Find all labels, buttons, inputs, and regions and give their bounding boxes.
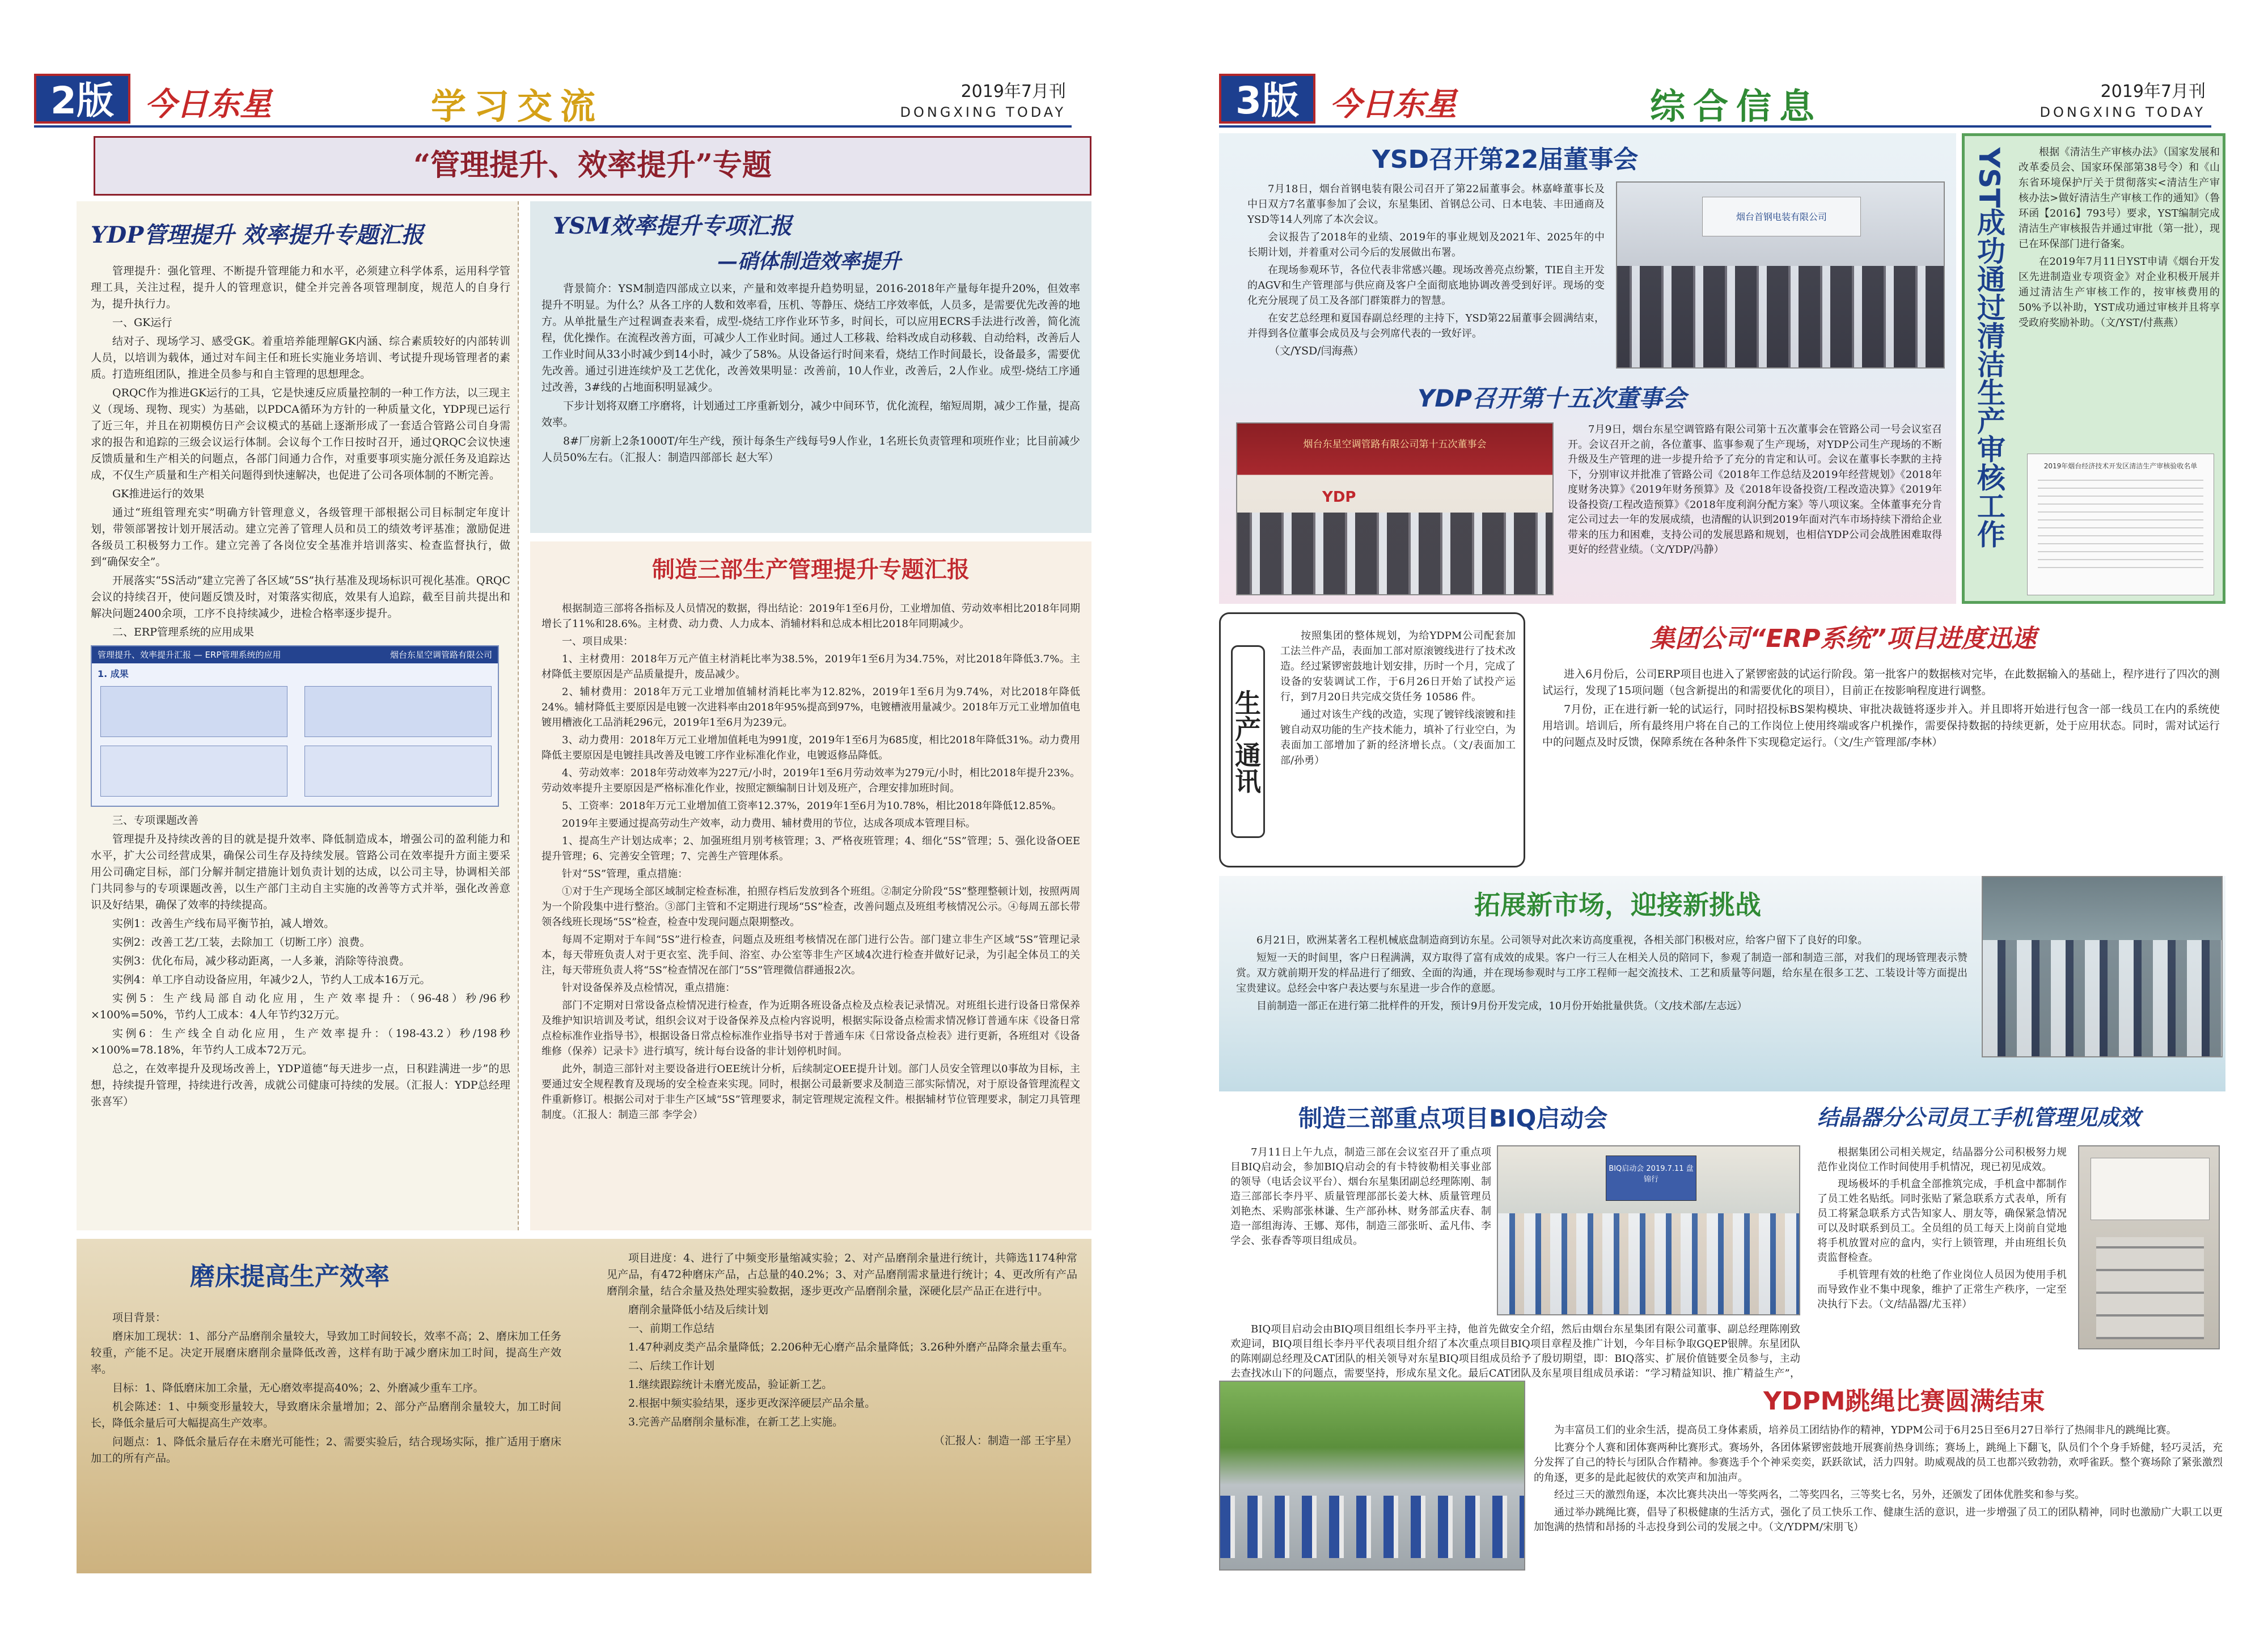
people-silhouettes xyxy=(1617,266,1944,367)
market-article-body xyxy=(1236,933,1967,1016)
paragraph: 会议报告了2018年的业绩、2019年的事业规划及2021年、2025年的中长期计划，并着重对公司今后的发展做出布署。 xyxy=(1247,231,1605,259)
paragraph: 8#厂房新上2条1000T/年生产线，预计每条生产线每号9人作业，1名班长负责管理和项班作业；比目前减少人员50%左右。（汇报人：制造四部部长 赵大军） xyxy=(541,435,1080,464)
paragraph: 实例4：单工序自动设备应用，年减少2人，节约人工成本16万元。 xyxy=(112,974,431,986)
page-3 xyxy=(1157,0,2223,1638)
people-silhouettes xyxy=(1237,513,1552,594)
ysd-article xyxy=(1230,136,1950,374)
paragraph: 1.继续跟踪统计未磨光废品，验证新工艺。 xyxy=(628,1378,833,1391)
paragraph: 每周不定期对于车间“5S”进行检查，问题点及班组考核情况在部门进行公告。部门建立非生产区域“5S”管理记录本，每天带班负责人对于更衣室、洗手间、浴室、办公室等非生产区域4次进行检查并做好记录，为引起全体员工的关注，每天带班负责人将“5S”检查情况在部门“5S”管理微信群通报2次。 xyxy=(541,934,1080,976)
paragraph: 手机管理有效的杜绝了作业岗位人员因为使用手机而导致作业不集中现象，维护了正常生产秩序，一定至决执行下去。（文/结晶器/尤玉祥） xyxy=(1817,1269,2067,1310)
paragraph: 2.根据中频实验结果，逐步更改深淬硬层产品余量。 xyxy=(628,1397,876,1410)
production-bulletin xyxy=(1219,612,1525,867)
paragraph: 总之，在效率提升及现场改善上，YDP道德“每天进步一点，日积跬满进一步”的思想，持续提升管理，持续进行改善，成就公司健康可持续的发展。（汇报人：YDP总经理 张喜军） xyxy=(91,1063,510,1108)
paragraph: 背景简介：YSM制造四部成立以来，产量和效率提升趋势明显，2016-2018年产量每年提升20%，但效率提升不明显。为什么？从各工序的人数和效率看，压机、等静压、烧结工序效率低，人员多，是需要优先改善的地方。从单批量生产过程调查表来看，成型-烧结工序作业环节多，时间长，可以应用ECRS手法进行改善，简化流程，优化操作。在流程改善方面，可减少人工作业时间。通过人工移栽、给料改成自动移载、自动给料，改善后人工作业时间从33小时减少到14小时，减少了58%。从设备运行时间来看，烧结工作时间最长，设备最多，需要优先改善。通过引进连续炉及工艺优化，改善效果明显：改善前，10人作业，改善后，2人作业。成型-烧结工序通过改善，3#线的占地面积明显减少。 xyxy=(541,282,1081,393)
paragraph: 二、后续工作计划 xyxy=(628,1360,715,1372)
paragraph: 1、主材费用：2018年万元产值主材消耗比率为38.5%，2019年1至6月为34.75%，对比2018年降低3.7%。主材降低主要原因是产品质量提升，废品减少。 xyxy=(541,653,1080,680)
paragraph: 根据集团公司相关规定，结晶器分公司积极努力规范作业岗位工作时间使用手机情况，现已初见成效。 xyxy=(1817,1146,2067,1173)
paragraph: 1、提高生产计划达成率；2、加强班组月别考核管理；3、严格夜班管理；4、细化“5S”管理；5、强化设备OEE提升管理；6、完善安全管理；7、完善生产管理体系。 xyxy=(541,835,1080,862)
paragraph: 在安艺总经理和夏国春副总经理的主持下，YSD第22届董事会圆满结束，并得到各位董事会成员及与会列席代表的一致好评。 xyxy=(1247,312,1605,340)
ysd-article-body xyxy=(1247,181,1605,361)
market-article xyxy=(1219,876,2225,1091)
issue-english-title: DONGXING TODAY xyxy=(2039,104,2206,120)
crystal-article-body xyxy=(1817,1145,2067,1314)
paragraph: 此外，制造三部针对主要设备进行OEE统计分析，后续制定OEE提升计划。部门人员安全管理以0事故为目标，主要通过安全规程教育及现场的安全检查来实现。同时，根据公司最新要求及制造三部实际情况，对于原设备管理流程文件重新修订。根据公司对于非生产区域“5S”管理要求，制定管理规定流程文件。根据辅材节位管理要求，制定刀具管理制度。（汇报人：制造三部 李学会） xyxy=(541,1063,1080,1121)
biq-article-body-1 xyxy=(1230,1145,1491,1251)
paragraph: 实例2：改善工艺/工装，去除加工（切断工序）浪费。 xyxy=(112,936,371,949)
ydpm-article-title: YDPM跳绳比赛圆满结束 xyxy=(1763,1387,2045,1416)
ysm-report xyxy=(530,201,1091,533)
paragraph: 下步计划将双磨工序磨将，计划通过工序重新划分，减少中间环节，优化流程，缩短周期，减少工作量，提高效率。 xyxy=(541,400,1081,429)
paragraph: 针对“5S”管理，重点措施： xyxy=(562,868,688,880)
paragraph: ①对于生产现场全部区域制定检查标准，拍照存档后发放到各个班组。②制定分阶段“5S”整理整顿计划，按照两周为一个阶段集中进行整治。③部门主管和不定期进行现场“5S”检查，改善问题点及班组考核情况公示。④每周五部长带领各线班长现场“5S”检查，检查中发现问题点限期整改。 xyxy=(541,886,1080,928)
ydp-report-title: YDP管理提升 效率提升专题汇报 xyxy=(91,222,424,248)
biq-group-photo xyxy=(1497,1145,1800,1315)
paragraph: 实例1：改善生产线布局平衡节拍，减人增效。 xyxy=(112,917,335,930)
erp-slide-diagram xyxy=(100,686,492,799)
ydp-report xyxy=(91,215,510,1230)
mfg3-report xyxy=(530,541,1091,1230)
paragraph: 3、动力费用：2018年万元工业增加值耗电为991度，2019年1至6月为685度，相比2018年降低31%。动力费用降低主要原因是电镀挂具改善及电镀工序作业标准化作业，电镀返修品降低。 xyxy=(541,734,1080,761)
biq-article xyxy=(1219,1100,1809,1379)
yst-article-body xyxy=(2019,145,2220,333)
paragraph: 7月18日，烟台首钢电装有限公司召开了第22届董事会。林嘉峰董事长及中日双方7名董事参加了会议，东星集团、首钢总公司、日本电装、丰田通商及YSD等14人列席了本次会议。 xyxy=(1247,183,1605,226)
erp-slide-caption: 管理提升、效率提升汇报 — ERP管理系统的应用 xyxy=(98,650,281,660)
ydp-board-photo xyxy=(1236,422,1554,595)
paragraph: 4、劳动效率：2018年劳动效率为227元/小时，2019年1至6月劳动效率为279元/小时，相比2018年提升23%。劳动效率提升主要原因是严格标准化作业，按照定额编制日计划及班产，合理安排加班时间。 xyxy=(541,767,1080,794)
paragraph: BIQ项目启动会由BIQ项目组组长李丹平主持，他首先做安全介绍，然后由烟台东星集团有限公司董事、副总经理陈刚致欢迎词，BIQ项目组长李丹平代表项目组介绍了本次重点项目BIQ项目章程及推广计划，今年目标争取GQEP银牌。东星团队的陈刚副总经理及CAT团队的相关领导对东星BIQ项目组成员给予了殷切期望，即：BIQ落实、扩展价值链要全员参与，主动去查找冰山下的问题点，需要坚持，形成东星文化。最后CAT团队及东星项目组成员承诺：“学习精益知识、推广精益生产”， xyxy=(1230,1323,1800,1379)
paragraph: 目标：1、降低磨床加工余量，无心磨效率提高40%；2、外磨减少重车工序。 xyxy=(112,1382,484,1394)
erp-article-body xyxy=(1542,666,2220,753)
paragraph: 为丰富员工们的业余生活，提高员工身体素质，培养员工团结协作的精神，YDPM公司于6月25日至6月27日举行了热闹非凡的跳绳比赛。 xyxy=(1554,1424,2177,1436)
yst-certificate-title: 2019年烟台经济技术开发区清洁生产审核验收名单 xyxy=(2043,462,2198,470)
ysm-report-subtitle: —硝体制造效率提升 xyxy=(717,249,902,273)
ydpm-article-body xyxy=(1534,1423,2223,1538)
page-number-badge: 3版 xyxy=(1219,74,1315,124)
subheading: 二、ERP管理系统的应用成果 xyxy=(112,626,254,638)
paragraph: 项目进度：4、进行了中频变形量缩减实验；2、对产品磨削余量进行统计，共筛选1174种常见产品，有472种磨床产品，占总量的40.2%；3、对产品磨削需求量进行统计；4、更改所有产品磨削余量，结合余量及热处理实验数据，逐步更改产品磨削余量，深硬化层产品正在进行中。 xyxy=(607,1252,1077,1297)
paragraph: 7月11日上午九点，制造三部在会议室召开了重点项目BIQ启动会，参加BIQ启动会的有卡特彼勒相关事业部的领导（电话会议平台）、烟台东星集团副总经理陈刚、制造三部部长李丹平、质量管理部部长姜大林、质量管理员刘艳杰、采购部张林谦、生产部孙林、财务部孟庆春、制造一部组海涛、王娜、郑伟，制造三部张昕、孟凡伟、李学会、张春香等项目组成员。 xyxy=(1230,1146,1491,1247)
section-title: 学习交流 xyxy=(431,86,604,127)
biq-article-title: 制造三部重点项目BIQ启动会 xyxy=(1298,1104,1608,1132)
paragraph: 结对子、现场学习、感受GK。着重培养能理解GK内涵、综合素质较好的内部转训人员，以培训为载体，通过对车间主任和班长实施业务培训、考试提升现场管理者的素质。打造班组团队，推进全员参与和自主管理的思想理念。 xyxy=(91,335,510,380)
ysd-photo-sign: 烟台首钢电装有限公司 xyxy=(1736,211,1827,222)
page-2 xyxy=(0,0,1081,1638)
paragraph: QRQC作为推进GK运行的工具，它是快速反应质量控制的一种工作方法，以三现主义（现场、现物、现实）为基础，以PDCA循环为方针的一种质量文化，YDP现已运行了近三年，并且在初期模仿日产会议模式的基础上逐渐形成了一套适合管路公司自身需求的报告和追踪的三级会议运行体制。会议每个工作日按时召开，通过QRQC会议快速反馈质量和生产相关的问题点，各部门间通力合作，对重要事项实施分派任务及追踪达成，不仅生产质量和生产相关问题得到快速解决，也促进了公司各项体制的不断完善。 xyxy=(91,387,510,481)
paragraph: 开展落实“5S活动”建立完善了各区域“5S”执行基准及现场标识可视化基准。QRQC会议的持续召开，使问题反馈及时，对策落实彻底，效果有人追踪，截至目前共提出和解决问题2400余项，工序不良持续减少，进检合格率逐步提升。 xyxy=(91,574,510,620)
paragraph: 目前制造一部正在进行第二批样件的开发，预计9月份开发完成，10月份开始批量供货。（文/技术部/左志远） xyxy=(1256,1000,1747,1012)
grinder-article xyxy=(77,1239,1091,1573)
paragraph: 磨削余量降低小结及后续计划 xyxy=(628,1303,769,1316)
paragraph: 在2019年7月11日YST申请《烟台开发区先进制造业专项资金》对企业积极开展并通过清洁生产审核工作的，按审核费用的50%予以补助，YST成功通过审核并且将享受政府奖励补助。（文/YST/付燕燕） xyxy=(2019,256,2220,329)
newspaper-logo: 今日东星 xyxy=(145,86,272,123)
paragraph: 3.完善产品磨削余量标准，在新工艺上实施。 xyxy=(628,1416,844,1428)
paragraph: 管理提升及持续改善的目的就是提升效率、降低制造成本，增强公司的盈利能力和水平，扩大公司经营成果，确保公司生存及持续发展。管路公司在效率提升方面主要采用公司确定目标，部门分解并制定措施计划负责计划的达成，以公司主导，协调相关部门共同参与的专项课题改善，以生产部门主动自主实施的改善等方式并举，强化改善意识及好结果，确保了效率的持续提高。 xyxy=(91,833,510,911)
issue-info xyxy=(2040,77,2206,120)
section-title: 综合信息 xyxy=(1650,86,1823,127)
paragraph: 现场极坏的手机盒全部推筑完成，手机盒中都制作了员工姓名贴纸。同时张贴了紧急联系方式表单，所有员工将紧急联系方式告知家人、朋友等，确保紧急情况可以及时联系到员工。全员组的员工每天上岗前自觉地将手机放置对应的盒内，实行上锁管理，并由班组长负责监督检查。 xyxy=(1817,1178,2067,1264)
topic-banner-text: “管理提升、效率提升”专题 xyxy=(413,148,772,183)
masthead xyxy=(1219,74,2211,128)
author-credit: （汇报人：制造一部 王宇星） xyxy=(933,1434,1077,1447)
ydp-report-body-2 xyxy=(91,812,510,1110)
paragraph: 磨床加工现状：1、部分产品磨削余量较大，导致加工时间较长，效率不高；2、磨床加工任务较重，产能不足。决定开展磨床磨削余量降低改善，这样有助于减少磨床加工时间，提高生产效率。 xyxy=(91,1330,561,1375)
mfg3-report-title: 制造三部生产管理提升专题汇报 xyxy=(652,557,970,583)
paragraph: 项目背景： xyxy=(112,1311,167,1324)
paragraph: 实例6：生产线全自动化应用，生产效率提升：（198-43.2）秒/198秒×100%=78.18%，年节约人工成本72万元。 xyxy=(91,1027,510,1056)
paragraph: 进入6月份后，公司ERP项目也进入了紧锣密鼓的试运行阶段。第一批客户的数据核对完毕，在此数据输入的基础上，程序进行了四次的测试运行，发现了15项问题（包含新提出的和需要优化的项目），目前正在按影响程度进行调整。 xyxy=(1542,668,2220,697)
masthead xyxy=(34,74,1072,128)
issue-info xyxy=(900,77,1066,120)
paragraph: 通过“班组管理充实”明确方针管理意义，各级管理干部根据公司目标制定年度计划，带领部署按计划开展活动。建立完善了管理人员和员工的绩效考评基准；激励促进各级员工积极努力工作。建立完善了各岗位安全基准并培训落实、检查监督执行，做到“确保安全”。 xyxy=(91,506,510,568)
erp-article xyxy=(1537,612,2225,867)
yst-vertical-title: YST成功通过清洁生产审核工作 xyxy=(1973,147,2005,548)
paragraph: 一、前期工作总结 xyxy=(628,1322,715,1335)
paragraph: 2、辅材费用：2018年万元工业增加值辅材消耗比率为12.82%，2019年1至6月为9.74%，对比2018年降低24%。辅材降低主要原因是电镀一次进料率由2018年95%提高到97%，电镀槽液用量减少。2018年万元工业增加值电镀用槽液化工品消耗296元，2019年1至6月为239元。 xyxy=(541,686,1080,729)
grinder-article-title: 磨床提高生产效率 xyxy=(190,1262,390,1291)
paragraph: 实例5：生产线局部自动化应用，生产效率提升：（96-48）秒/96秒×100%=50%，节约人工成本：4人年节约32万元。 xyxy=(91,992,510,1021)
ydp-board-article xyxy=(1230,380,1950,601)
mfg3-report-body xyxy=(541,601,1080,1125)
ydp-board-title: YDP召开第十五次董事会 xyxy=(1417,384,1687,412)
paragraph: 根据制造三部将各指标及人员情况的数据，得出结论：2019年1至6月份，工业增加值、劳动效率相比2018年同期增长了11%和28.6%。主材费、动力费、人力成本、消辅材料和总成本相比2018年同期减少。 xyxy=(541,603,1080,630)
erp-slide-figure xyxy=(91,645,499,807)
paragraph: 短短一天的时间里，客户日程满满，双方取得了富有成效的成果。客户一行三人在相关人员的陪同下，参观了制造一部和制造三部，对我们的现场管理表示赞赏。双方就前期开发的样品进行了细致、全面的沟通，并在现场参观时与工序工程师一起交流技术、工艺和质量等问题，给东星在很多工艺、工装设计等方面提出宝贵建议。总经会中客户表达要与东星进一步合作的意愿。 xyxy=(1236,952,1967,994)
paragraph: 7月9日，烟台东星空调管路有限公司第十五次董事会在管路公司一号会议室召开。会议召开之前，各位董事、监事参观了生产现场，对YDP公司生产现场的不断升级及生产管理的进一步提升给予了充分的肯定和认可。会议在董事长李默的主持下，分别审议并批准了管路公司《2018年工作总结及2019年经营规划》《2018年度财务决算》《2019年财务预算》及《2018年设备投资/工程改造决算》《2019年设备投资/工程改造预算》《2018年度利润分配方案》等八项议案。全体董事充分肯定公司过去一年的发展成绩，也清醒的认识到2019年面对汽车市场持续下滑给企业带来的压力和困难，支持公司的发展思路和规划，也相信YDP公司会战胜困难取得更好的经营业绩。（文/YDP/冯静） xyxy=(1568,424,1942,556)
market-article-title: 拓展新市场，迎接新挑战 xyxy=(1474,890,1761,920)
issue-date: 2019年7月刊 xyxy=(2100,82,2206,101)
subheading: GK推进运行的效果 xyxy=(112,488,205,500)
paragraph: 6月21日，欧洲某著名工程机械底盘制造商到访东星。公司领导对此次来访高度重视，各相关部门积极对应，给客户留下了良好的印象。 xyxy=(1256,934,1868,946)
paragraph: 在现场参观环节，各位代表非常感兴趣。现场改善亮点纷繁，TIE自主开发的AGV和生产管理部与供应商及客户全面彻底地协调改善受到好评。现场的变化充分展现了员工及各部门群策群力的智慧。 xyxy=(1247,264,1605,307)
erp-slide-company: 烟台东星空调管路有限公司 xyxy=(390,650,492,660)
paragraph: 实例3：优化布局，减少移动距离，一人多兼，消除等待浪费。 xyxy=(112,955,411,967)
people-silhouettes xyxy=(1983,940,2222,1056)
ysm-report-title: YSM效率提升专项汇报 xyxy=(553,213,792,239)
ysm-report-body xyxy=(541,281,1080,468)
author-credit: （文/YSD/闫海燕） xyxy=(1269,345,1364,357)
grinder-left-column xyxy=(91,1310,561,1469)
crystal-article xyxy=(1817,1100,2225,1372)
paragraph: 根据《清洁生产审核办法》（国家发展和改革委员会、国家环保部第38号令）和《山东省环境保护厅关于贯彻落实<清洁生产审核办法>做好清洁生产审核工作的通知》（鲁环函【2016】793号）要求，YST编制完成清洁生产审核报告并通过审批（第一批），现已在环保部门进行备案。 xyxy=(2019,146,2220,250)
topic-banner xyxy=(94,136,1091,196)
jump-rope-photo xyxy=(1219,1381,1525,1571)
paragraph: 问题点：1、降低余量后存在未磨光可能性；2、需要实验后，结合现场实际，推广适用于磨床加工的所有产品。 xyxy=(91,1436,561,1465)
erp-slide-heading: 1. 成果 xyxy=(98,668,129,679)
ydp-logo: YDP xyxy=(1322,489,1356,506)
ysd-article-title: YSD召开第22届董事会 xyxy=(1372,145,1639,174)
page-number-badge: 2版 xyxy=(34,74,130,124)
paragraph: 部门不定期对日常设备点检情况进行检查，作为近期各班设备点检及点检表记录情况。对班组长进行设备日常保养及维护知识培训及考试，组织会议对于设备保养及点检内容说明，根据实际设备点检需求情况修订普通车床《设备日常点检标准作业指导书》，根据设备日常点检标准作业指导书对于普通车床《日常设备点检表》进行更新，各班组对《设备维修（保养）记录卡》进行填写，统计每台设备的非计划停机时间。 xyxy=(541,1000,1080,1057)
yst-certificate-document xyxy=(2027,454,2214,595)
yst-article xyxy=(1962,133,2225,604)
newspaper-logo: 今日东星 xyxy=(1330,86,1457,123)
paragraph: 5、工资率：2018年万元工业增加值工资率12.37%，2019年1至6月为10.78%，相比2018年降低12.85%。 xyxy=(562,800,1062,812)
paragraph: 针对设备保养及点检情况，重点措施： xyxy=(562,982,735,994)
phone-cabinet-photo xyxy=(2078,1145,2220,1349)
subheading: 一、GK运行 xyxy=(112,316,172,329)
paragraph: 通过举办跳绳比赛，倡导了积极健康的生活方式，强化了员工快乐工作、健康生活的意识，进一步增强了员工的团队精神，同时也激励广大职工以更加饱满的热情和昂扬的斗志投身到公司的发展之中。（文/YDPM/宋朋飞） xyxy=(1534,1506,2223,1533)
grinder-right-column xyxy=(607,1250,1077,1451)
paragraph: 一、项目成果： xyxy=(562,636,633,647)
paragraph: 通过对该生产线的改造，实现了镀锌线滚镀和挂镀自动双功能的生产技术能力，填补了行业空白，为表面加工部增加了新的经济增长点。（文/表面加工部/孙勇） xyxy=(1280,709,1516,767)
paragraph: 7月份，正在进行新一轮的试运行，同时招投标BS架构模块、审批决裁链将逐步并入。并且即将开始进行包含一部一线员工在内的系统使用培训。培训后，所有最终用户将在自己的工作岗位上使用终端或客户机操作，需要保持数据的持续更新，处于应用状态。同时，需对试运行中的问题点及时反馈，保障系统在各种条件下实现稳定运行。（文/生产管理部/李林） xyxy=(1542,703,2220,748)
ydp-board-body xyxy=(1568,422,1942,560)
subheading: 三、专项课题改善 xyxy=(112,814,199,827)
people-silhouettes xyxy=(1498,1213,1799,1314)
paragraph: 机会陈述：1、中频变形量较大，导致磨床余量增加；2、部分产品磨削余量较大，加工时间长，降低余量后可大幅提高生产效率。 xyxy=(91,1400,561,1429)
production-bulletin-label: 生产通讯 xyxy=(1231,645,1265,838)
ydp-board-banner: 烟台东星空调管路有限公司第十五次董事会 xyxy=(1303,439,1487,450)
ydpm-article xyxy=(1219,1381,2225,1573)
paragraph: 管理提升：强化管理、不断提升管理能力和水平，必须建立科学体系，运用科学管理工具，关注过程，提升人的管理意识，健全并完善各项管理制度，规范人的自身行为，提升执行力。 xyxy=(91,265,510,310)
market-visit-photo xyxy=(1982,876,2223,1057)
paragraph: 2019年主要通过提高劳动生产效率，动力费用、辅材费用的节位，达成各项成本管理目标。 xyxy=(562,818,976,829)
paragraph: 经过三天的激烈角逐，本次比赛共决出一等奖两名，二等奖四名，三等奖七名，另外，还颁发了团体优胜奖和参与奖。 xyxy=(1554,1489,2085,1501)
issue-english-title: DONGXING TODAY xyxy=(900,104,1066,120)
crystal-article-title: 结晶器分公司员工手机管理见成效 xyxy=(1817,1104,2141,1130)
production-bulletin-body xyxy=(1280,628,1516,771)
paragraph: 按照集团的整体规划，为给YDPM公司配套加工法兰件产品，表面加工部对原滚镀线进行了技术改造。经过紧锣密鼓地计划安排，历时一个月，完成了设备的安装调试工作，于6月26日开始了试投产运行，到7月20日共完成交货任务 10586 件。 xyxy=(1280,630,1516,703)
erp-article-title: 集团公司“ERP系统”项目进度迅速 xyxy=(1650,624,2036,653)
biq-photo-sign: BIQ启动会 2019.7.11 盘锦行 xyxy=(1609,1165,1694,1184)
issue-date: 2019年7月刊 xyxy=(960,82,1066,101)
paragraph: 比赛分个人赛和团体赛两种比赛形式。赛场外，各团体紧锣密鼓地开展赛前热身训练；赛场上，跳绳上下翻飞，队员们个个身手矫健，轻巧灵活，充分发挥了自己的特长与团队合作精神。参赛选手个个神采奕奕，跃跃欲试，活力四射。助威观战的员工也都兴致勃勃，欢呼雀跃。整个赛场除了紧张激烈的角逐，更多的是此起彼伏的欢笑声和加油声。 xyxy=(1534,1441,2223,1484)
paragraph: 1.47种剥皮类产品余量降低；2.206种无心磨产品余量降低；3.26种外磨产品降余量去重车。 xyxy=(628,1341,1074,1353)
ydp-report-body xyxy=(91,263,510,641)
ysd-group-photo xyxy=(1616,181,1945,369)
